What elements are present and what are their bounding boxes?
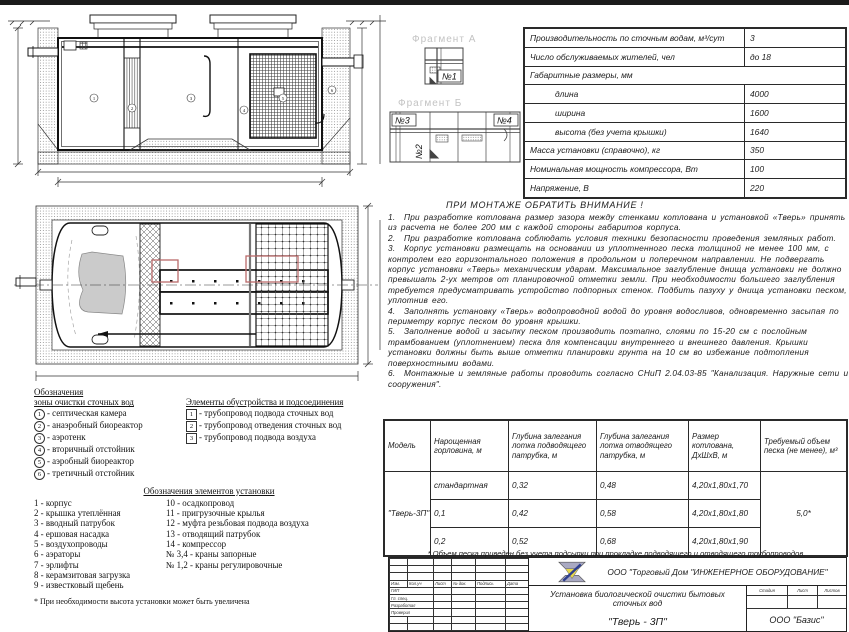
note-item: 3. Корпус установки размещать на основании из уплотненного песка толщиной не менее 100 мм, с контролем его горизонтального положения в продольном и поперечном направлении. Не подвергать корпус установки «Тверь» механическим ударам. Максимальное заглубление днища установки не должно превышать 2-ух метров от планировочной отметки земли. При необходимости большего заглубления требуется предусматривать устройство подпорных стенок. Подбить пазуху у днища установки песком, уплотнив его. <box>388 243 847 306</box>
title-block <box>388 557 847 632</box>
cell: 0,52 <box>509 528 597 556</box>
spec-value: 350 <box>745 141 846 160</box>
org-name: ООО "Торговый Дом "ИНЖЕНЕРНОЕ ОБОРУДОВАНИЕ" <box>607 566 828 577</box>
fragment-details-drawing <box>386 26 524 170</box>
sand-volume-cell: 5,0* <box>761 472 847 556</box>
legend-title: Обозначения <box>34 387 84 397</box>
company-logo <box>555 560 589 584</box>
note-item: 6. Монтажные и земляные работы проводить согласно СНиП 2.04.03-85 "Канализация. Наружные сети и сооружения". <box>388 368 849 389</box>
zone-callout-5: 5 <box>281 95 285 101</box>
role-label: Гл. спец. <box>390 594 434 601</box>
mounting-notes-title: ПРИ МОНТАЖЕ ОБРАТИТЬ ВНИМАНИЕ ! <box>446 200 644 210</box>
mounting-notes <box>388 200 849 389</box>
list-item: 6 - третичный отстойник <box>34 468 186 480</box>
legend-zones-title: зоны очистки сточных вод <box>34 397 134 408</box>
legend-zones <box>34 397 186 479</box>
spec-label: Число обслуживаемых жителей, чел <box>525 47 745 66</box>
table-row <box>525 66 846 85</box>
spec-label: Производительность по сточным водам, м³/сут <box>525 29 745 48</box>
spec-value: 1600 <box>745 104 846 123</box>
table-row <box>525 29 846 48</box>
list-item: 11 - пригрузочные крылья <box>166 508 265 519</box>
cell: Кол.уч <box>408 580 434 587</box>
role-label: Проверил <box>390 609 434 616</box>
col-header: Глубина залегания лотка подводящего патрубка, м <box>509 421 597 472</box>
zone-callout-2: 2 <box>130 105 134 111</box>
legend <box>34 387 384 607</box>
table-header-row <box>385 421 847 472</box>
cell: Листов <box>824 588 840 593</box>
table-row <box>525 122 846 141</box>
list-item: 14 - компрессор <box>166 539 227 550</box>
list-item: 12 - муфта резьбовая подвода воздуха <box>166 518 309 529</box>
list-item: 10 - осадкопровод <box>166 497 235 508</box>
cell: 0,2 <box>431 528 509 556</box>
model-table-footnote: * Объем песка приведен без учета подсыпки при прокладке подводящего и отводящего трубопроводов. <box>427 549 806 558</box>
table-row <box>525 104 846 123</box>
valve-tag-3: №3 <box>395 115 410 126</box>
cell: № док. <box>452 580 476 587</box>
col-header: Модель <box>385 421 431 472</box>
cell: Лист <box>434 580 452 587</box>
table-row <box>525 47 846 66</box>
col-header: Глубина залегания лотка отводящего патрубка, м <box>597 421 689 472</box>
cell: 0,48 <box>597 472 689 500</box>
list-item: 4 - вторичный отстойник <box>34 444 186 456</box>
note-item: 2. При разработке котлована соблюдать условия техники безопасности проведения земляных работ. <box>388 232 837 243</box>
list-item: 9 - известковый щебень <box>34 580 124 591</box>
spec-label: ширина <box>525 104 745 123</box>
list-item: № 1,2 - краны регулировочные <box>166 559 283 570</box>
cell: 0,32 <box>509 472 597 500</box>
legend-hookup <box>186 397 384 479</box>
company-name: ООО "Базис" <box>769 615 824 625</box>
cell: 0,1 <box>431 500 509 528</box>
spec-value: 100 <box>745 160 846 179</box>
cell: 0,42 <box>509 500 597 528</box>
zone-callout-4: 4 <box>242 107 246 113</box>
list-item: 6 - аэраторы <box>34 549 81 560</box>
list-item: 5 - аэробный биореактор <box>34 456 186 468</box>
valve-tag-1: №1 <box>442 71 457 82</box>
list-item: 13 - отводящий патрубок <box>166 528 261 539</box>
spec-value: 4000 <box>745 85 846 104</box>
doc-model: "Тверь - 3П" <box>608 615 667 628</box>
doc-title: Установка биологической очистки бытовых сточных вод <box>550 590 725 608</box>
zone-callout-6: 6 <box>330 87 334 93</box>
cell: 4,20х1,80х1,80 <box>689 500 761 528</box>
cell: 0,68 <box>597 528 689 556</box>
spec-label: длина <box>525 85 745 104</box>
note-item: 1. При разработке котлована размер зазора между стенками котлована и установкой «Тверь» принять из расчета не более 200 мм с каждой стороны габаритов корпуса. <box>388 212 846 233</box>
legend-footnote: * При необходимости высота установки может быть увеличена <box>34 596 250 606</box>
list-item: 7 - эрлифты <box>34 559 79 570</box>
cell: 4,20х1,80х1,90 <box>689 528 761 556</box>
list-item: 3 - вводный патрубок <box>34 518 115 529</box>
stage-header-row <box>747 586 846 596</box>
spec-label: Масса установки (справочно), кг <box>525 141 745 160</box>
table-row <box>385 472 847 500</box>
title-block-org-row <box>528 558 846 586</box>
list-item: 8 - керамзитовая загрузка <box>34 569 131 580</box>
col-header: Размер котлована, ДхШхВ, м <box>689 421 761 472</box>
list-item: 3 - трубопровод подвода воздуха <box>186 432 384 444</box>
plan-view-drawing <box>6 196 388 392</box>
role-label: ГИП <box>390 587 434 594</box>
spec-value: 220 <box>745 179 846 198</box>
model-table <box>384 420 847 556</box>
zone-callout-1: 1 <box>92 95 96 101</box>
section-view-drawing <box>6 6 388 196</box>
legend-elements-title: Обозначения элементов установки <box>143 485 275 496</box>
list-item: № 3,4 - краны запорные <box>166 549 257 560</box>
model-name-cell: "Тверь-3П" <box>385 472 431 556</box>
spec-value: до 18 <box>745 47 846 66</box>
fragment-b-watermark: Фрагмент Б <box>398 98 463 109</box>
cell: Подпись <box>476 580 506 587</box>
title-block-revision-table <box>389 558 529 631</box>
cell: 4,20х1,80х1,70 <box>689 472 761 500</box>
fragment-a-watermark: Фрагмент А <box>412 34 477 45</box>
legend-elements-col1 <box>34 498 166 591</box>
valve-tag-2: №2 <box>414 144 424 159</box>
table-row <box>525 179 846 198</box>
legend-hookup-title: Элементы обустройства и подсоединения <box>186 397 344 408</box>
list-item: 1 - септическая камера <box>34 408 186 420</box>
list-item: 2 - анаэробный биореактор <box>34 420 186 432</box>
list-item: 3 - аэротенк <box>34 432 186 444</box>
spec-table <box>524 28 846 198</box>
list-item: 1 - трубопровод подвода сточных вод <box>186 408 384 420</box>
spec-value: 3 <box>745 29 846 48</box>
revision-header-row <box>390 580 529 587</box>
spec-value: 1640 <box>745 122 846 141</box>
list-item: 2 - трубопровод отведения сточных вод <box>186 420 384 432</box>
table-row <box>525 141 846 160</box>
sheet-top-edge <box>0 0 849 5</box>
note-item: 4. Заполнять установку «Тверь» водопроводной водой до уровня водосливов, одновременно засыпая по периметру корпус песком до уровня крышки. <box>388 305 839 327</box>
col-header: Нарощенная горловина, м <box>431 421 509 472</box>
legend-elements-col2 <box>166 498 384 591</box>
spec-label: высота (без учета крышки) <box>525 122 745 141</box>
cell: Стадия <box>747 586 788 595</box>
list-item: 4 - ершовая насадка <box>34 528 110 539</box>
cell: 0,58 <box>597 500 689 528</box>
zone-callout-3: 3 <box>189 95 193 101</box>
cell: Дата <box>506 580 529 587</box>
spec-label: Напряжение, В <box>525 179 745 198</box>
cell: Изм. <box>390 580 408 587</box>
title-block-doc <box>528 586 746 631</box>
table-row <box>525 85 846 104</box>
list-item: 5 - воздухопроводы <box>34 539 108 550</box>
table-row <box>525 160 846 179</box>
stage-empty-row <box>747 596 846 609</box>
note-item: 5. Заполнение водой и засыпку песком производить поэтапно, слоями по 15-20 см с послойным трамбованием (уплотнением) песка для компенсации внутреннего и внешнего давления. Крышки установки должны быть выше отметки планировки грунта на 10 см во избежание подтопления поверхностными водами. <box>388 326 809 368</box>
valve-tag-4: №4 <box>497 115 512 126</box>
list-item: 2 - крышка утеплённая <box>34 508 121 519</box>
cell: стандартная <box>431 472 509 500</box>
list-item: 1 - корпус <box>34 497 72 508</box>
spec-label: Номинальная мощность компрессора, Вт <box>525 160 745 179</box>
title-block-right <box>746 586 846 631</box>
cell: Лист <box>788 586 818 595</box>
spec-label: Габаритные размеры, мм <box>525 66 846 85</box>
col-header: Требуемый объем песка (не менее), м³ <box>761 421 847 472</box>
role-label: Разработал <box>390 602 434 609</box>
